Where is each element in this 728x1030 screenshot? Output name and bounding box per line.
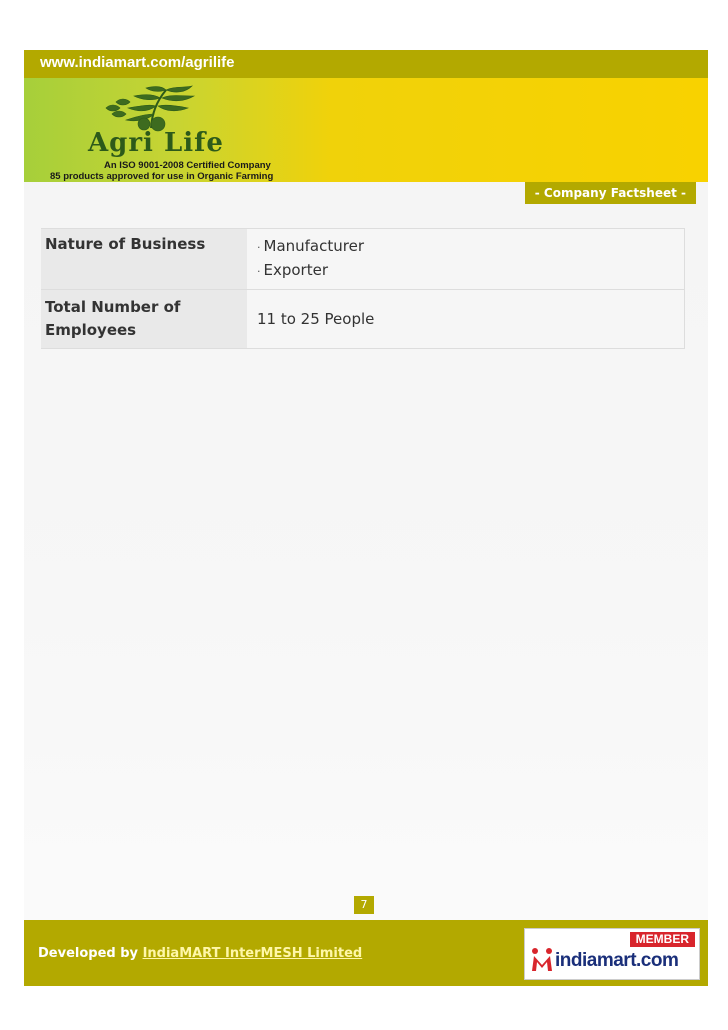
company-factsheet-tab: - Company Factsheet -	[525, 182, 696, 204]
business-type: Manufacturer	[263, 237, 364, 255]
site-url[interactable]: www.indiamart.com/agrilife	[40, 54, 235, 71]
header-banner	[24, 78, 708, 182]
indiamart-m-icon	[531, 947, 553, 973]
iso-certification-text: An ISO 9001-2008 Certified Company	[104, 160, 271, 171]
bullet-icon: ·	[257, 265, 261, 278]
table-row	[41, 229, 685, 290]
bullet-icon: ·	[257, 241, 261, 254]
indiamart-member-logo[interactable]	[524, 928, 700, 980]
nature-of-business-value	[247, 229, 685, 290]
agri-life-logo	[48, 84, 274, 182]
factsheet-page	[24, 50, 708, 986]
developer-link[interactable]: IndiaMART InterMESH Limited	[142, 946, 363, 961]
indiamart-brand: indiamart.com	[555, 950, 679, 971]
footer-bar	[24, 920, 708, 986]
list-item	[257, 235, 674, 259]
plant-leaf-icon	[96, 84, 206, 132]
facts-table	[41, 228, 685, 349]
list-item	[257, 259, 674, 283]
member-badge: MEMBER	[630, 932, 695, 947]
url-bar	[24, 50, 708, 78]
developed-by-text	[38, 946, 362, 961]
employees-count: 11 to 25 People	[257, 310, 375, 328]
logo-title: Agri Life	[88, 128, 224, 158]
table-row	[41, 290, 685, 349]
developed-by-label: Developed by	[38, 946, 139, 961]
employees-label: Total Number of Employees	[41, 290, 247, 349]
business-type: Exporter	[263, 261, 328, 279]
organic-products-text: 85 products approved for use in Organic Farming	[50, 171, 274, 182]
page-number: 7	[354, 896, 374, 914]
employees-value	[247, 290, 685, 349]
nature-of-business-label: Nature of Business	[41, 229, 247, 290]
